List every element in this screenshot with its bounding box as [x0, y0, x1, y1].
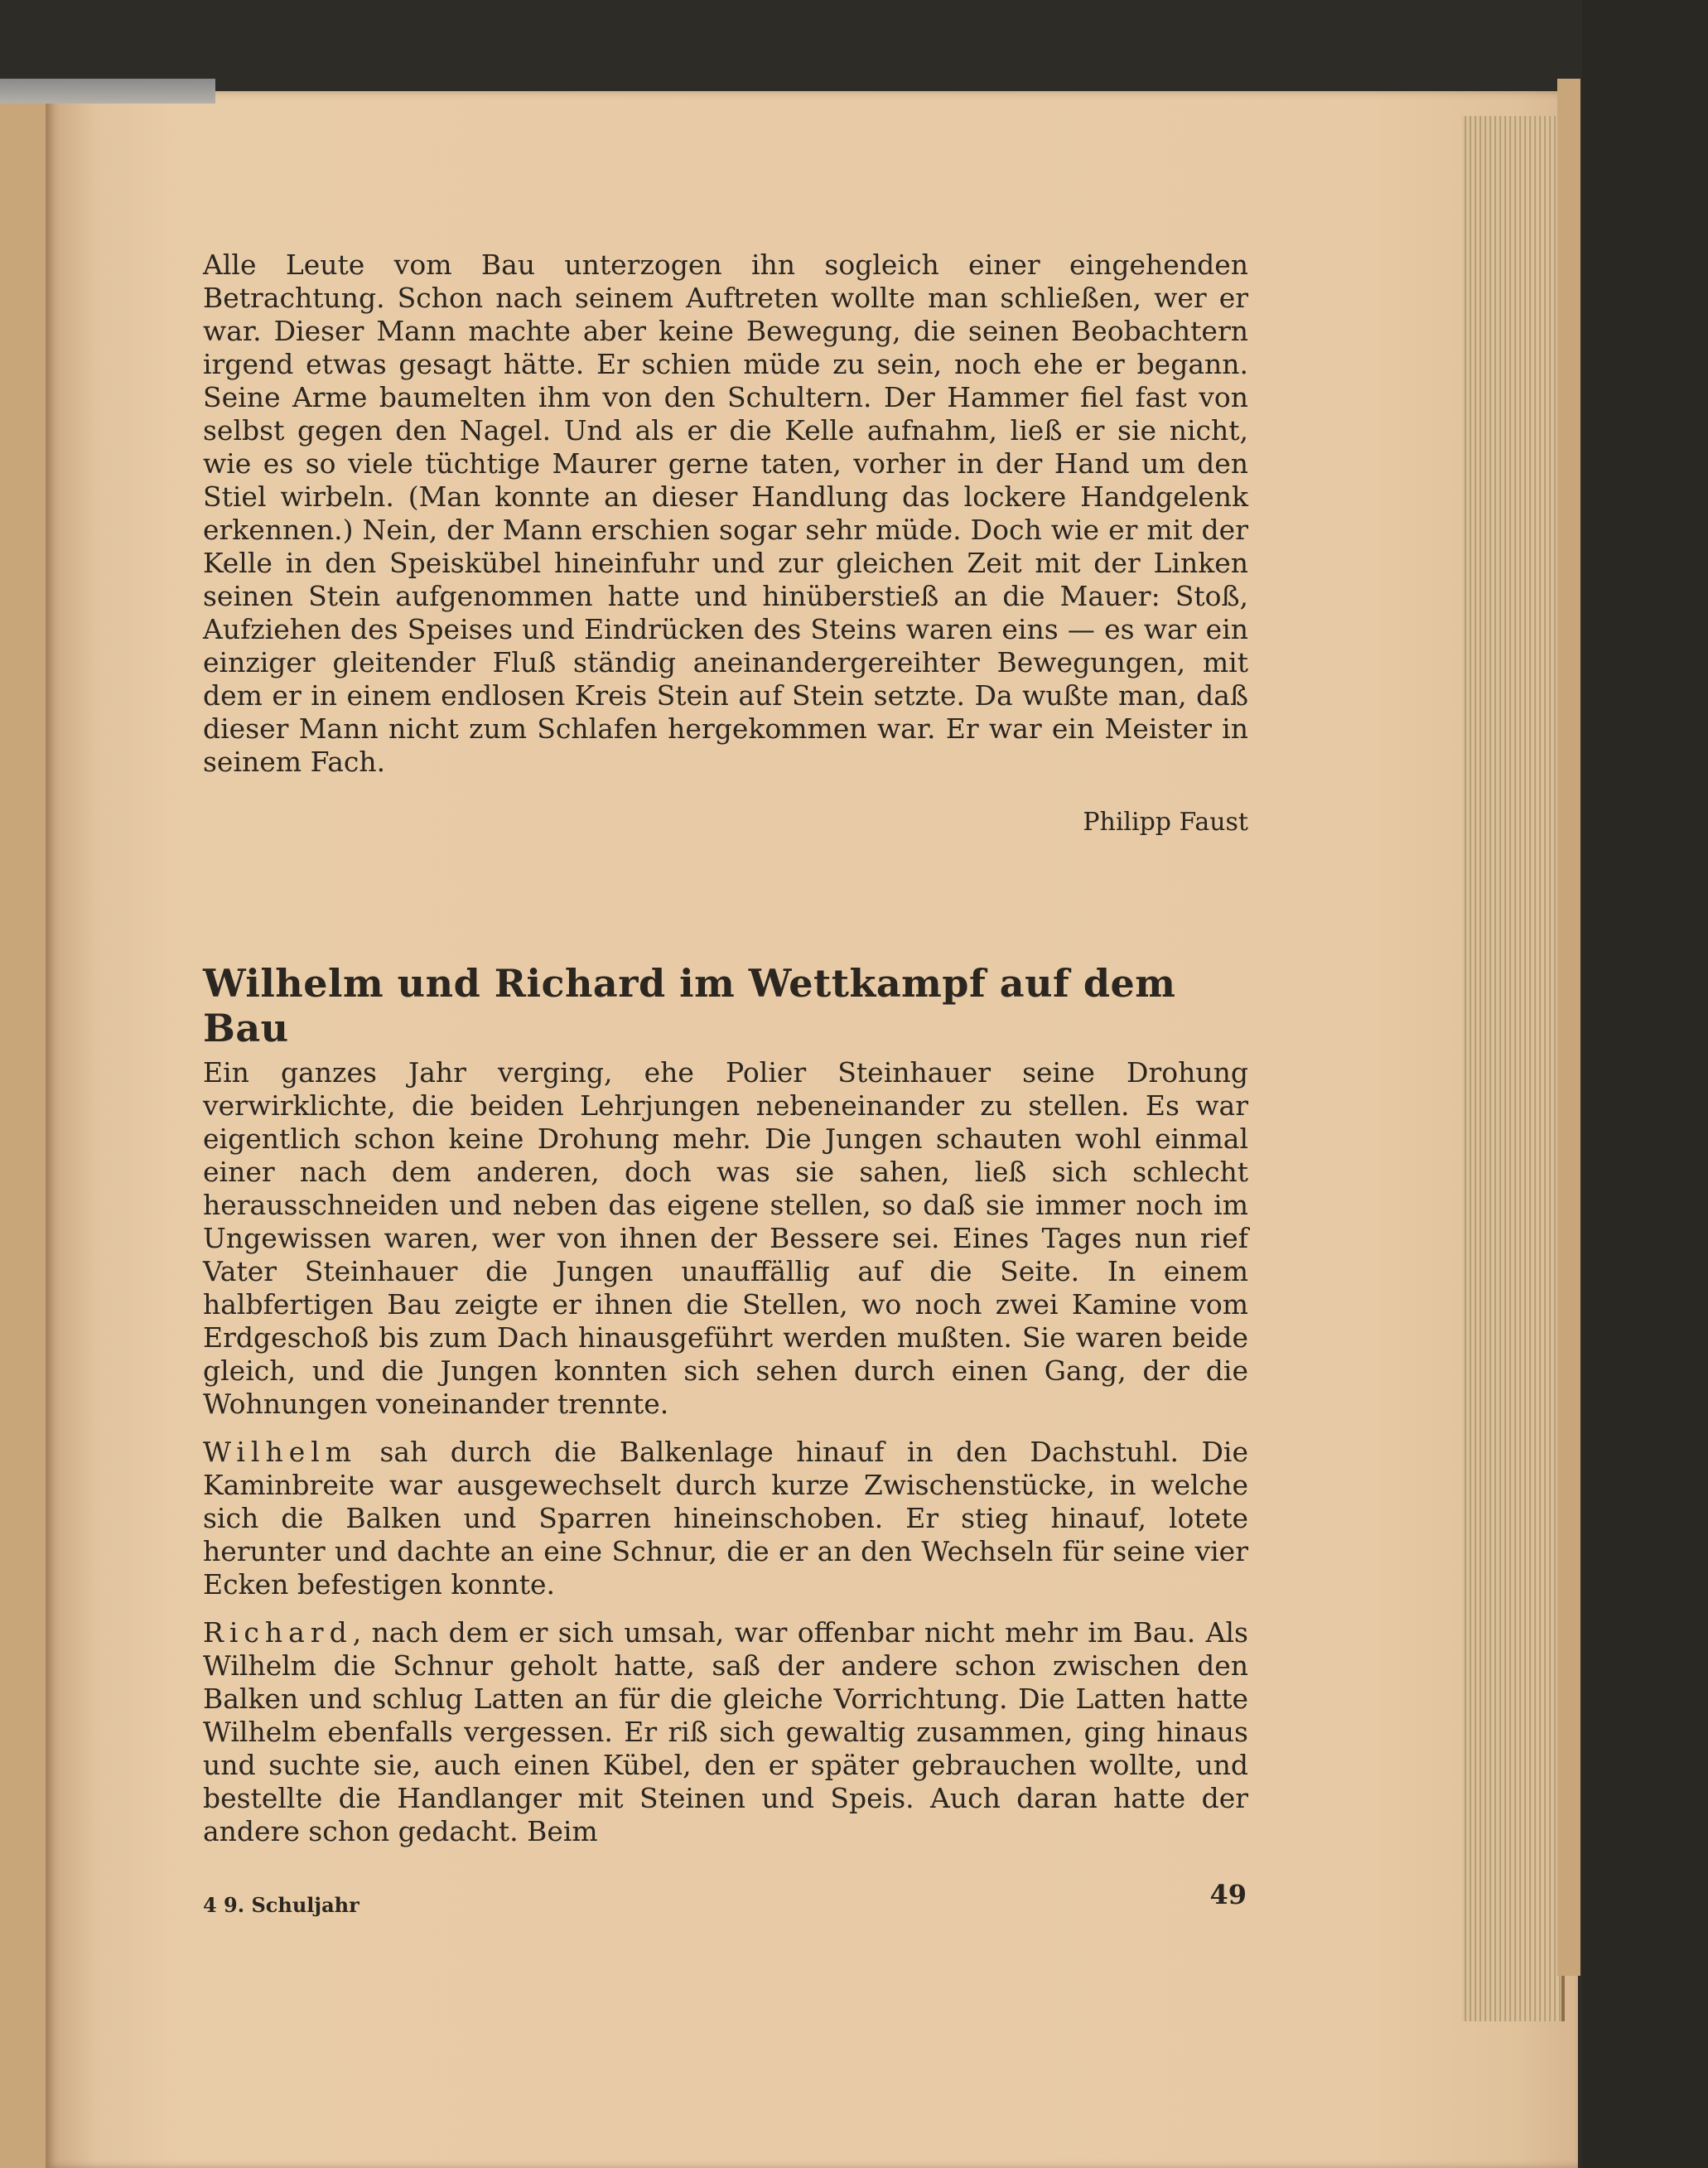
page-number: 49 [1209, 1879, 1247, 1910]
story-end-text: Alle Leute vom Bau unterzogen ihn sogleich einer eingehenden Betrachtung. Schon nach seinem Auftreten wollte man schließen, wer er war. Dieser Mann machte aber keine Bewegung, die seinen Beobachtern irgend etwas gesagt hätte. Er schien müde zu sein, noch ehe er begann. Seine Arme baumelten ihm von den Schultern. Der Hammer fiel fast von selbst gegen den Nagel. Und als er die Kelle aufnahm, ließ er sie nicht, wie es so viele tüchtige Maurer gerne taten, vorher in der Hand um den Stiel wirbeln. (Man konnte an dieser Handlung das lockere Handgelenk erkennen.) Nein, der Mann erschien sogar sehr müde. Doch wie er mit der Kelle in den Speiskübel hineinfuhr und zur gleichen Zeit mit der Linken seinen Stein aufgenommen hatte und hinüberstieß an die Mauer: Stoß, Aufziehen des Speises und Eindrücken des Steins waren eins — es war ein einziger gleitender Fluß ständig aneinandergereihter Bewegungen, mit dem er in einem endlosen Kreis Stein auf Stein setzte. Da wußte man, daß dieser Mann nicht zum Schlafen hergekommen war. Er war ein Meister in seinem Fach. [203, 249, 1248, 778]
chapter-paragraph-3 [203, 1616, 1248, 1848]
page-edges [1462, 116, 1565, 2021]
scanner-background [1582, 0, 1708, 2168]
book-cover-left [0, 79, 50, 2168]
story-end-paragraph [203, 249, 1248, 779]
chapter-title: Wilhelm und Richard im Wettkampf auf dem Bau [203, 961, 1176, 1050]
book-cover-right [1557, 79, 1580, 1976]
cover-top-edge [0, 79, 215, 104]
chapter-paragraph-2 [203, 1436, 1248, 1601]
name-richard: Richard [203, 1616, 353, 1649]
chapter-paragraph-1: Ein ganzes Jahr verging, ehe Polier Steinhauer seine Drohung verwirklichte, die beiden Lehrjungen nebeneinander zu stellen. Es war eigentlich schon keine Drohung mehr. Die Jungen schauten wohl einmal einer nach dem anderen, doch was sie sahen, ließ sich schlecht herausschneiden und neben das eigene stellen, so daß sie immer noch im Ungewissen waren, wer von ihnen der Bessere sei. Eines Tages nun rief Vater Steinhauer die Jungen unauffällig auf die Seite. In einem halbfertigen Bau zeigte er ihnen die Stellen, wo noch zwei Kamine vom Erdgeschoß bis zum Dach hinausgeführt werden mußten. Sie waren beide gleich, und die Jungen konnten sich sehen durch einen Gang, der die Wohnungen voneinander trennte. [203, 1056, 1248, 1420]
chapter-body [203, 1056, 1248, 1863]
chapter-paragraph-3-text: , nach dem er sich umsah, war offenbar nicht mehr im Bau. Als Wilhelm die Schnur geholt hatte, saß der andere schon zwischen den Balken und schlug Latten an für die gleiche Vorrichtung. Die Latten hatte Wilhelm ebenfalls vergessen. Er riß sich gewaltig zusammen, ging hinaus und suchte sie, auch einen Kübel, den er später gebrauchen wollte, und bestellte die Handlanger mit Steinen und Speis. Auch daran hatte der andere schon gedacht. Beim [203, 1616, 1248, 1847]
name-wilhelm: Wilhelm [203, 1436, 358, 1468]
author-credit: Philipp Faust [1083, 808, 1248, 837]
footer-signature: 4 9. Schuljahr [203, 1893, 359, 1917]
chapter-paragraph-2-text: sah durch die Balkenlage hinauf in den Dachstuhl. Die Kaminbreite war ausgewechselt durch kurze Zwischenstücke, in welche sich die Balken und Sparren hineinschoben. Er stieg hinauf, lotete herunter und dachte an eine Schnur, die er an den Wechseln für seine vier Ecken befestigen konnte. [203, 1436, 1248, 1601]
